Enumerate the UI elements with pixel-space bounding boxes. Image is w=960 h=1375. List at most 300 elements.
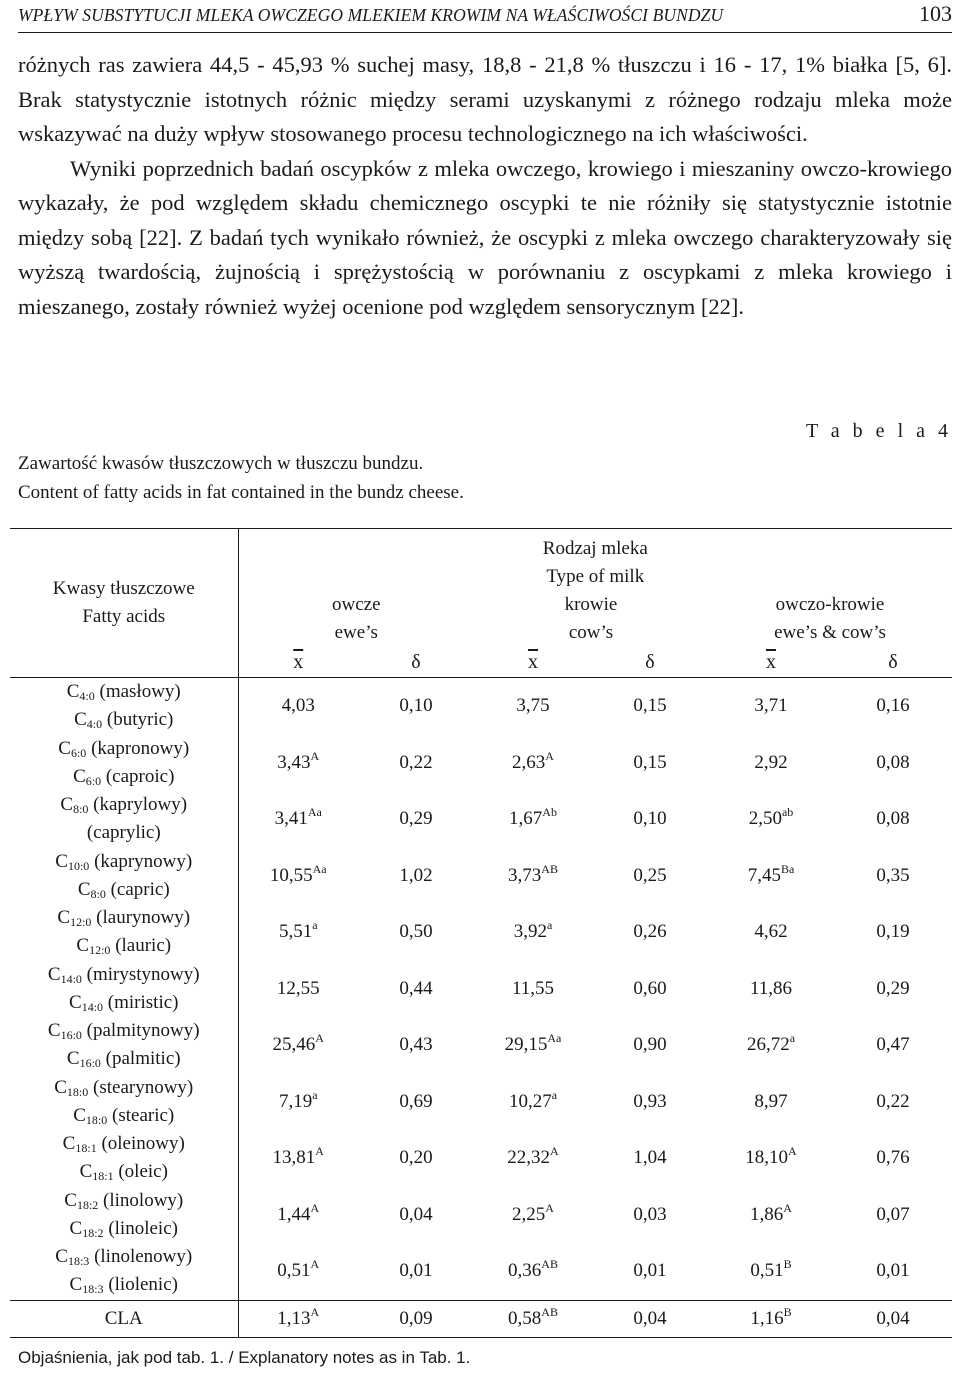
table-row: [10, 678, 952, 735]
table-footnote: Objaśnienia, jak pod tab. 1. / Explanatory notes as in Tab. 1.: [18, 1348, 471, 1367]
value-cell: [474, 791, 592, 848]
carbon-subscript: 8:0: [90, 886, 106, 901]
fatty-acid-en: [12, 989, 236, 1017]
fatty-acid-name: [10, 1017, 238, 1074]
fatty-acid-en: [12, 1045, 236, 1073]
value-cell: [708, 1300, 834, 1337]
fatty-acid-name-pl: (kapronowy): [86, 737, 190, 759]
carbon-subscript: 16:0: [60, 1028, 82, 1043]
value-cell: [592, 735, 708, 792]
significance-mark: A: [783, 1200, 792, 1215]
value-cell: [592, 1300, 708, 1337]
group-header-mixed: [708, 591, 952, 647]
value-cell: [834, 678, 952, 735]
carbon-symbol: C: [57, 907, 71, 929]
value: 26,72: [746, 1034, 790, 1056]
value-cell: [238, 678, 358, 735]
value: 0,69: [399, 1090, 433, 1112]
value: 0,19: [876, 921, 910, 943]
value-cell: [708, 848, 834, 905]
value-cell: [358, 1300, 474, 1337]
value-cell: [358, 1074, 474, 1131]
value-cell: [834, 1187, 952, 1244]
fatty-acids-header-pl: Kwasy tłuszczowe: [52, 578, 195, 599]
value-cell: [708, 1130, 834, 1187]
value: 0,15: [633, 695, 667, 717]
significance-mark: Ba: [780, 861, 795, 876]
fatty-acid-pl: [12, 735, 236, 763]
group-en: ewe’s: [334, 622, 378, 643]
value: 0,16: [876, 695, 910, 717]
carbon-subscript: 6:0: [85, 773, 102, 788]
value: 2,25: [512, 1203, 546, 1225]
table-row-cla: [10, 1300, 952, 1337]
carbon-symbol: C: [69, 1217, 83, 1239]
fatty-acid-en: [12, 706, 236, 734]
table-body: [10, 678, 952, 1338]
mean-symbol: $\overline{x}$: [766, 650, 776, 673]
carbon-symbol: C: [73, 1104, 86, 1126]
group-pl: krowie: [564, 594, 618, 615]
paragraph-1: różnych ras zawiera 44,5 - 45,93 % suchej masy, 18,8 - 21,8 % tłuszczu i 16 - 17, 1% białka [5, 6]. Brak statystycznie istotnych różnic między serami uzyskanymi z różnego rodzaju mleka może wskazywać na duży wpływ stosowanego procesu technologicznego na ich właściwości.: [18, 52, 952, 146]
group-en: cow’s: [568, 622, 614, 643]
value: 0,90: [633, 1034, 667, 1056]
significance-mark: B: [783, 1304, 792, 1319]
fatty-acid-name-en: (palmitic): [100, 1048, 181, 1070]
value: 1,86: [750, 1203, 784, 1225]
fatty-acid-name-en: (stearic): [107, 1104, 175, 1126]
page-number: 103: [919, 1, 952, 26]
value: 0,08: [876, 751, 910, 773]
value: 0,35: [876, 864, 910, 886]
value: 2,63: [512, 751, 546, 773]
carbon-subscript: 14:0: [81, 999, 104, 1014]
value: 10,55: [269, 864, 313, 886]
value: 8,97: [754, 1090, 788, 1112]
carbon-subscript: 10:0: [67, 858, 90, 873]
fatty-acid-en: [12, 1215, 236, 1243]
value: 0,60: [633, 977, 667, 999]
carbon-subscript: 12:0: [89, 943, 111, 958]
fatty-acids-header: [10, 529, 238, 678]
table-row: [10, 1074, 952, 1131]
significance-mark: A: [310, 1257, 320, 1272]
milk-type-pl: Rodzaj mleka: [542, 538, 648, 559]
fatty-acid-en: [12, 876, 236, 904]
value: 0,29: [399, 808, 433, 830]
value-cell: [708, 1074, 834, 1131]
significance-mark: a: [312, 918, 318, 933]
significance-mark: B: [783, 1257, 792, 1272]
value: 11,55: [511, 977, 555, 999]
fatty-acid-name-en: (linoleic): [103, 1217, 178, 1239]
carbon-symbol: C: [47, 963, 61, 985]
sd-symbol: δ: [888, 650, 898, 673]
fatty-acids-table: [10, 528, 952, 1338]
running-head: WPŁYW SUBSTYTUCJI MLEKA OWCZEGO MLEKIEM KROWIM NA WŁAŚCIWOŚCI BUNDZU: [18, 5, 724, 25]
fatty-acid-pl: [12, 961, 236, 989]
fatty-acid-name: [10, 961, 238, 1018]
value-cell: [834, 1017, 952, 1074]
group-pl: owcze: [331, 594, 381, 615]
fatty-acids-table-wrap: [10, 528, 952, 1338]
value: 0,93: [633, 1090, 667, 1112]
value-cell: [834, 961, 952, 1018]
value-cell: [238, 961, 358, 1018]
table-row: [10, 1187, 952, 1244]
value-cell: [238, 1300, 358, 1337]
value: 11,86: [749, 977, 793, 999]
value: 0,08: [876, 808, 910, 830]
carbon-subscript: 18:0: [85, 1112, 108, 1127]
value: 22,32: [507, 1147, 551, 1169]
group-en: ewe’s & cow’s: [774, 622, 886, 643]
fatty-acid-name: [10, 1130, 238, 1187]
value: 0,47: [876, 1034, 910, 1056]
value-cell: [358, 1243, 474, 1300]
carbon-symbol: C: [76, 935, 90, 957]
value-cell: [834, 1300, 952, 1337]
significance-mark: A: [315, 1144, 324, 1159]
table-row: [10, 1017, 952, 1074]
value-cell: [238, 1017, 358, 1074]
fatty-acid-pl: [12, 904, 236, 932]
value-cell: [474, 848, 592, 905]
significance-mark: ab: [781, 805, 794, 820]
value-cell: [238, 1130, 358, 1187]
carbon-symbol: C: [55, 1246, 68, 1268]
fatty-acid-name-en: (caprylic): [86, 822, 161, 844]
table-row: [10, 1130, 952, 1187]
value: 0,58: [508, 1307, 542, 1329]
value-cell: [592, 848, 708, 905]
value: 5,51: [278, 921, 313, 943]
value: 0,20: [399, 1147, 433, 1169]
significance-mark: a: [789, 1031, 796, 1046]
value: 25,46: [272, 1034, 316, 1056]
table-row: [10, 1243, 952, 1300]
carbon-symbol: C: [66, 681, 80, 703]
paragraph-2: Wyniki poprzednich badań oscypków z mleka owczego, krowiego i mieszaniny owczo-krowiego wykazały, że pod względem składu chemicznego oscypki te nie różniły się statystycznie istotnie między sobą [22]. Z badań tych wynikało również, że oscypki z mleka owczego charakteryzowały się wyższą twardością, żujnością i sprężystością w porównaniu z oscypkami z mleka krowiego i mieszanego, zostały również wyżej ocenione pod względem sensorycznym [22].: [18, 155, 952, 319]
value: 0,15: [633, 751, 667, 773]
value: 0,03: [633, 1203, 667, 1225]
carbon-symbol: C: [64, 1189, 77, 1211]
significance-mark: A: [545, 748, 554, 763]
value: 0,36: [508, 1260, 542, 1282]
carbon-symbol: C: [54, 1076, 67, 1098]
significance-mark: A: [310, 748, 320, 763]
carbon-subscript: 6:0: [70, 745, 87, 760]
fatty-acid-pl: [12, 1243, 236, 1271]
cla-label: CLA: [10, 1300, 238, 1337]
table-row: [10, 904, 952, 961]
value-cell: [592, 678, 708, 735]
fatty-acid-name-pl: (kaprynowy): [89, 850, 193, 872]
fatty-acid-name-en: (butyric): [102, 709, 174, 731]
value-cell: [358, 848, 474, 905]
value: 3,75: [516, 695, 550, 717]
value: 0,01: [876, 1260, 910, 1282]
value-cell: [358, 678, 474, 735]
value: 1,02: [399, 864, 433, 886]
value: 0,51: [277, 1260, 311, 1282]
carbon-symbol: C: [58, 737, 71, 759]
value: 2,92: [754, 751, 788, 773]
carbon-subscript: 12:0: [70, 915, 92, 930]
carbon-symbol: C: [69, 1274, 83, 1296]
significance-mark: AB: [541, 861, 558, 876]
value-cell: [474, 1300, 592, 1337]
significance-mark: A: [310, 1304, 320, 1319]
fatty-acid-name: [10, 735, 238, 792]
table-label: T a b e l a 4: [805, 420, 952, 442]
value: 0,22: [399, 751, 433, 773]
value-cell: [358, 904, 474, 961]
carbon-subscript: 4:0: [86, 717, 103, 732]
fatty-acid-pl: [12, 848, 236, 876]
significance-mark: AB: [541, 1304, 558, 1319]
sd-symbol: δ: [411, 650, 421, 673]
value: 0,26: [633, 921, 667, 943]
value: 3,41: [274, 808, 308, 830]
significance-mark: A: [788, 1144, 797, 1159]
fatty-acid-en: [12, 763, 236, 791]
significance-mark: A: [310, 1200, 320, 1215]
fatty-acid-name: [10, 791, 238, 848]
value-cell: [238, 735, 358, 792]
fatty-acid-name-pl: (linolowy): [98, 1189, 184, 1211]
value-cell: [592, 1243, 708, 1300]
caption-pl: Zawartość kwasów tłuszczowych w tłuszczu bundzu.: [18, 453, 424, 474]
fatty-acid-name-pl: (palmitynowy): [81, 1020, 200, 1042]
value: 0,04: [399, 1203, 433, 1225]
fatty-acid-pl: [12, 1187, 236, 1215]
value-cell: [238, 904, 358, 961]
value-cell: [834, 791, 952, 848]
fatty-acid-pl: [12, 791, 236, 819]
value-cell: [358, 791, 474, 848]
caption-en: Content of fatty acids in fat contained in the bundz cheese.: [18, 482, 464, 503]
value-cell: [592, 1187, 708, 1244]
value: 0,43: [399, 1034, 433, 1056]
fatty-acid-name-pl: (laurynowy): [91, 907, 191, 929]
value-cell: [834, 1074, 952, 1131]
value-cell: [474, 1243, 592, 1300]
value-cell: [592, 904, 708, 961]
fatty-acid-name: [10, 1187, 238, 1244]
fatty-acid-name-en: (lauric): [110, 935, 172, 957]
value: 0,04: [876, 1307, 910, 1329]
carbon-subscript: 16:0: [79, 1056, 101, 1071]
value-cell: [474, 904, 592, 961]
value-cell: [708, 904, 834, 961]
group-pl: owczo-krowie: [775, 594, 885, 615]
fatty-acid-en: [12, 1158, 236, 1186]
value: 29,15: [504, 1034, 548, 1056]
header-row-milk-type: [10, 529, 952, 592]
fatty-acid-name-pl: (stearynowy): [88, 1076, 194, 1098]
significance-mark: A: [550, 1144, 559, 1159]
value-cell: [358, 1187, 474, 1244]
significance-mark: A: [545, 1200, 554, 1215]
value-cell: [834, 904, 952, 961]
carbon-symbol: C: [66, 1048, 80, 1070]
significance-mark: Aa: [547, 1031, 562, 1046]
fatty-acid-name: [10, 904, 238, 961]
carbon-subscript: 18:2: [76, 1197, 99, 1212]
value: 0,01: [633, 1260, 667, 1282]
value-cell: [708, 735, 834, 792]
value: 3,43: [277, 751, 311, 773]
value: 0,10: [399, 695, 433, 717]
value-cell: [592, 1074, 708, 1131]
value-cell: [708, 1017, 834, 1074]
value-cell: [708, 1187, 834, 1244]
value-cell: [592, 791, 708, 848]
value-cell: [238, 848, 358, 905]
value: 0,29: [876, 977, 910, 999]
value-cell: [358, 1130, 474, 1187]
carbon-subscript: 18:1: [92, 1169, 114, 1184]
value: 4,03: [281, 695, 315, 717]
carbon-subscript: 18:0: [66, 1084, 89, 1099]
value: 2,50: [748, 808, 782, 830]
fatty-acid-name-pl: (kaprylowy): [88, 794, 188, 816]
significance-mark: A: [315, 1031, 324, 1046]
value: 0,09: [399, 1307, 433, 1329]
value-cell: [592, 961, 708, 1018]
fatty-acid-name: [10, 1243, 238, 1300]
value: 0,01: [399, 1260, 433, 1282]
significance-mark: a: [551, 1087, 558, 1102]
fatty-acid-name-en: (caproic): [101, 765, 175, 787]
fatty-acid-name-pl: (masłowy): [94, 681, 181, 703]
value: 3,92: [513, 921, 547, 943]
significance-mark: a: [312, 1087, 318, 1102]
value-cell: [708, 678, 834, 735]
value: 3,71: [754, 695, 788, 717]
carbon-symbol: C: [47, 1020, 61, 1042]
value-cell: [834, 1130, 952, 1187]
fatty-acid-pl: [12, 1130, 236, 1158]
carbon-symbol: C: [62, 1133, 76, 1155]
value: 0,04: [633, 1307, 667, 1329]
value-cell: [708, 1243, 834, 1300]
page-header: [18, 0, 952, 33]
value: 1,44: [277, 1203, 311, 1225]
fatty-acid-name-en: (liolenic): [103, 1274, 178, 1296]
fatty-acid-name-en: (miristic): [103, 991, 179, 1013]
table-row: [10, 735, 952, 792]
carbon-symbol: C: [79, 1161, 93, 1183]
value-cell: [238, 1243, 358, 1300]
fatty-acid-name-en: (capric): [105, 878, 170, 900]
value-cell: [592, 1130, 708, 1187]
value-cell: [474, 1130, 592, 1187]
carbon-subscript: 14:0: [60, 971, 82, 986]
group-header-cow: [474, 591, 708, 647]
value-cell: [238, 1074, 358, 1131]
value: 0,51: [750, 1260, 784, 1282]
carbon-subscript: 18:2: [82, 1225, 104, 1240]
fatty-acid-en: [12, 819, 236, 847]
fatty-acid-name-en: (oleic): [113, 1161, 168, 1183]
carbon-symbol: C: [73, 765, 86, 787]
table-row: [10, 791, 952, 848]
fatty-acid-pl: [12, 1017, 236, 1045]
fatty-acid-pl: [12, 1074, 236, 1102]
table-caption: [18, 449, 464, 507]
carbon-subscript: 4:0: [79, 689, 95, 704]
value: 0,25: [633, 864, 667, 886]
value: 1,67: [509, 808, 543, 830]
carbon-subscript: 18:1: [75, 1141, 97, 1156]
value-cell: [238, 1187, 358, 1244]
value-cell: [474, 678, 592, 735]
table-row: [10, 961, 952, 1018]
fatty-acids-header-en: Fatty acids: [82, 606, 166, 627]
value-cell: [474, 1017, 592, 1074]
carbon-symbol: C: [77, 878, 91, 900]
value: 1,13: [277, 1307, 311, 1329]
significance-mark: Aa: [307, 805, 322, 820]
mean-symbol: $\overline{x}$: [293, 650, 304, 673]
value-cell: [708, 791, 834, 848]
value: 7,45: [747, 864, 781, 886]
value-cell: [474, 961, 592, 1018]
value: 0,22: [876, 1090, 910, 1112]
value-cell: [358, 961, 474, 1018]
body-text: [18, 48, 952, 324]
value: 13,81: [272, 1147, 316, 1169]
value: 4,62: [754, 921, 788, 943]
significance-mark: Ab: [542, 805, 557, 820]
significance-mark: a: [546, 918, 553, 933]
significance-mark: Aa: [312, 861, 327, 876]
value: 0,76: [876, 1147, 910, 1169]
value: 0,10: [633, 808, 667, 830]
fatty-acid-en: [12, 1271, 236, 1299]
value-cell: [474, 735, 592, 792]
carbon-subscript: 8:0: [73, 802, 89, 817]
carbon-symbol: C: [60, 794, 74, 816]
value: 0,50: [399, 921, 433, 943]
carbon-symbol: C: [74, 709, 87, 731]
value: 0,44: [399, 977, 433, 999]
milk-type-header: [238, 529, 952, 592]
fatty-acid-name-pl: (linolenowy): [89, 1246, 193, 1268]
value-cell: [474, 1187, 592, 1244]
value-cell: [592, 1017, 708, 1074]
fatty-acid-name: [10, 1074, 238, 1131]
value-cell: [834, 1243, 952, 1300]
carbon-subscript: 18:3: [67, 1254, 90, 1269]
value: 18,10: [745, 1147, 789, 1169]
carbon-subscript: 18:3: [82, 1282, 104, 1297]
value: 1,04: [633, 1147, 667, 1169]
milk-type-en: Type of milk: [546, 566, 645, 587]
value: 7,19: [278, 1090, 313, 1112]
fatty-acid-en: [12, 932, 236, 960]
value-cell: [708, 961, 834, 1018]
group-header-ewe: [238, 591, 474, 647]
value: 12,55: [276, 977, 320, 999]
mean-symbol: $\overline{x}$: [528, 650, 538, 673]
value-cell: [474, 1074, 592, 1131]
significance-mark: AB: [541, 1257, 558, 1272]
value-cell: [238, 791, 358, 848]
value: 0,07: [876, 1203, 910, 1225]
